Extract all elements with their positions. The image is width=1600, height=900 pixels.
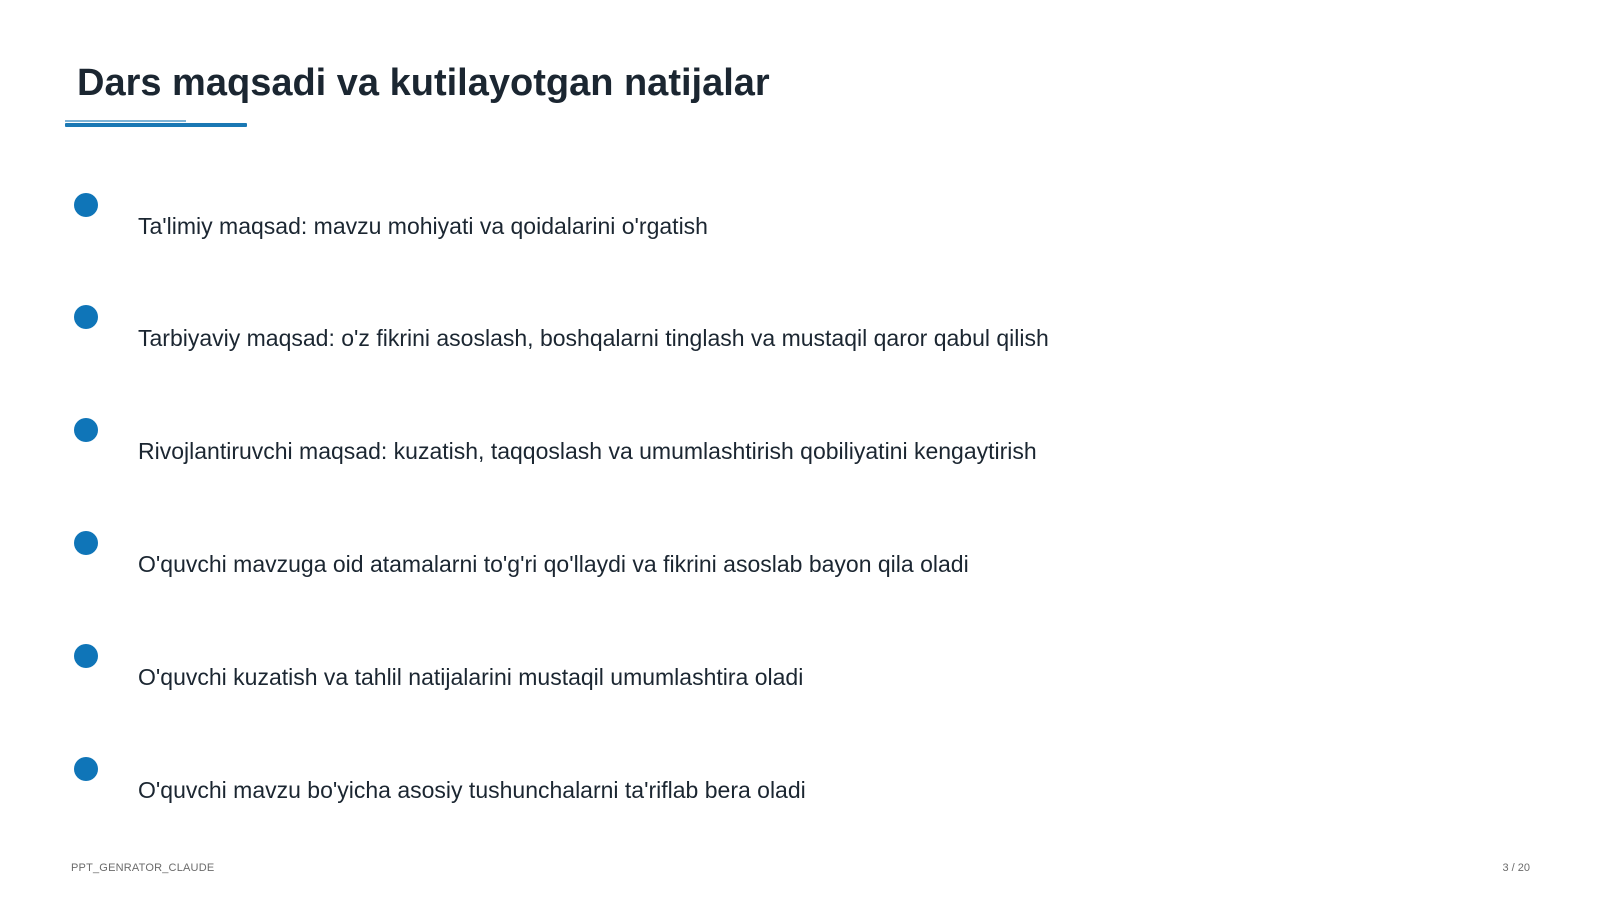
list-item <box>0 305 1600 365</box>
bullet-dot-icon <box>74 531 98 555</box>
bullet-dot-icon <box>74 418 98 442</box>
list-item <box>0 644 1600 704</box>
bullet-dot-icon <box>74 305 98 329</box>
list-item <box>0 193 1600 253</box>
list-item <box>0 757 1600 817</box>
bullet-text: O'quvchi kuzatish va tahlil natijalarini mustaqil umumlashtira oladi <box>138 664 804 690</box>
bullet-dot-icon <box>74 193 98 217</box>
page-number: 3 / 20 <box>1502 862 1530 874</box>
footer-source: PPT_GENRATOR_CLAUDE <box>71 862 215 874</box>
bullet-text: Ta'limiy maqsad: mavzu mohiyati va qoidalarini o'rgatish <box>138 213 708 239</box>
bullet-text: Rivojlantiruvchi maqsad: kuzatish, taqqoslash va umumlashtirish qobiliyatini kengaytirish <box>138 438 1037 464</box>
bullet-dot-icon <box>74 644 98 668</box>
bullet-dot-icon <box>74 757 98 781</box>
list-item <box>0 418 1600 478</box>
list-item <box>0 531 1600 591</box>
bullet-text: O'quvchi mavzuga oid atamalarni to'g'ri qo'llaydi va fikrini asoslab bayon qila oladi <box>138 551 969 577</box>
bullet-text: O'quvchi mavzu bo'yicha asosiy tushunchalarni ta'riflab bera oladi <box>138 777 806 803</box>
slide-title: Dars maqsadi va kutilayotgan natijalar <box>77 62 770 104</box>
bullet-text: Tarbiyaviy maqsad: o'z fikrini asoslash, boshqalarni tinglash va mustaqil qaror qabul qilish <box>138 325 1049 351</box>
